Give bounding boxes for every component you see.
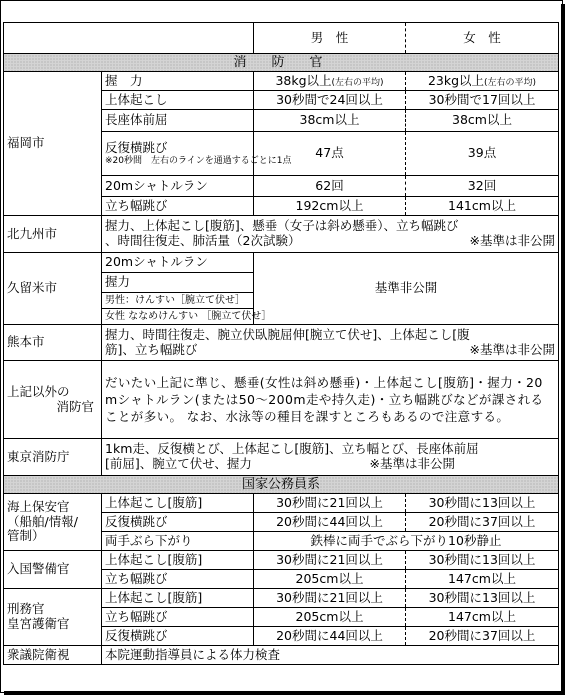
item-label: 上体起こし[腹筋]	[102, 589, 254, 608]
item-label: 反復横跳び	[102, 513, 254, 532]
section-fire-title: 消 防 官	[4, 54, 559, 72]
male-value: 20秒間に44回以上	[254, 627, 406, 646]
item-label: 上体起こし	[102, 91, 254, 110]
note-label: ※基準は非公開	[369, 456, 455, 471]
header-row	[4, 23, 559, 54]
note-label: ※基準は非公開	[469, 233, 555, 248]
label-immigration: 入国警備官	[4, 551, 102, 589]
female-value: 20秒間に37回以上	[406, 627, 559, 646]
female-value: 147cm以上	[406, 608, 559, 627]
item-label: 反復横跳び	[102, 627, 254, 646]
section-fire	[4, 54, 559, 72]
item-label: 両手ぶら下がり	[102, 532, 254, 551]
tokyo-text: 1km走、反復横とび、上体起こし[腹筋]、立ち幅とび、長座体前屈 [前屈]、腕立て伏せ、握力 ※基準は非公開	[102, 439, 559, 476]
table-row	[4, 253, 559, 273]
female-value: 32回	[406, 176, 559, 197]
item-label: 上体起こし[腹筋]	[102, 494, 254, 513]
table-row	[4, 72, 559, 91]
male-value: 205cm以上	[254, 608, 406, 627]
both-value: 鉄棒に両手でぶら下がり10秒静止	[254, 532, 559, 551]
male-value: 192cm以上	[254, 197, 406, 216]
male-value: 30秒間に21回以上	[254, 494, 406, 513]
header-blank	[4, 23, 254, 54]
label-house-guard: 衆議院衛視	[4, 646, 102, 665]
male-value: 47点	[254, 132, 406, 176]
item-label: 立ち幅跳び	[102, 570, 254, 589]
item-label: 上体起こし[腹筋]	[102, 551, 254, 570]
female-value: 38cm以上	[406, 110, 559, 132]
label-coastguard: 海上保安官 （船舶/情報/ 管制）	[4, 494, 102, 551]
header-male: 男 性	[254, 23, 406, 54]
item-label: 男性：けんすい［腕立て伏せ］	[102, 293, 254, 309]
male-value: 30秒間に21回以上	[254, 589, 406, 608]
header-female: 女 性	[406, 23, 559, 54]
female-value: 30秒間で17回以上	[406, 91, 559, 110]
table-row	[4, 551, 559, 570]
item-label: 長座体前屈	[102, 110, 254, 132]
table-row	[4, 325, 559, 361]
kurume-result: 基準非公開	[254, 253, 559, 325]
item-label: 反復横跳び ※20秒間 左右のラインを通過するごとに1点	[102, 132, 254, 176]
female-value: 141cm以上	[406, 197, 559, 216]
other-fire-text: だいたい上記に準じ、懸垂(女性は斜め懸垂)・上体起こし[腹筋]・握力・20mシャトルラン(または50～200m走や持久走)・立ち幅跳びなどが課されることが多い。 なお、水泳等の種目を課すところもあるので注意する。	[102, 361, 559, 439]
female-value: 147cm以上	[406, 570, 559, 589]
male-value: 205cm以上	[254, 570, 406, 589]
house-guard-text: 本院運動指導員による体力検査	[102, 646, 559, 665]
city-kumamoto: 熊本市	[4, 325, 102, 361]
city-fukuoka: 福岡市	[4, 72, 102, 216]
male-value: 20秒間に44回以上	[254, 513, 406, 532]
male-value: 38kg以上(左右の平均)	[254, 72, 406, 91]
female-value: 30秒間に13回以上	[406, 551, 559, 570]
female-value: 20秒間に37回以上	[406, 513, 559, 532]
kitakyushu-text: 握力、上体起こし[腹筋]、懸垂（女子は斜め懸垂）、立ち幅跳び 、時間往復走、肺活量（2次試験） ※基準は非公開	[102, 216, 559, 253]
label-other-fire: 上記以外の 消防官	[4, 361, 102, 439]
item-label: 立ち幅跳び	[102, 197, 254, 216]
male-value: 30秒間で24回以上	[254, 91, 406, 110]
table-row	[4, 216, 559, 253]
item-label: 立ち幅跳び	[102, 608, 254, 627]
city-kitakyushu: 北九州市	[4, 216, 102, 253]
item-note: ※20秒間 左右のラインを通過するごとに1点	[105, 155, 292, 166]
label-prison: 刑務官 皇宮護衛官	[4, 589, 102, 646]
item-label: 女性 ななめけんすい ［腕立て伏せ］	[102, 309, 254, 325]
frame-shadow-right	[561, 4, 565, 695]
section-national	[4, 476, 559, 494]
female-value: 39点	[406, 132, 559, 176]
female-value: 30秒間に13回以上	[406, 589, 559, 608]
male-value: 38cm以上	[254, 110, 406, 132]
table-row	[4, 589, 559, 608]
table-row	[4, 494, 559, 513]
female-value: 30秒間に13回以上	[406, 494, 559, 513]
item-label: 握力	[102, 273, 254, 293]
item-label: 20mシャトルラン	[102, 253, 254, 273]
item-label: 握 力	[102, 72, 254, 91]
table-row	[4, 646, 559, 665]
table-row	[4, 361, 559, 439]
fitness-standards-table	[3, 22, 559, 665]
note-label: ※基準は非公開	[469, 341, 555, 357]
table-row	[4, 439, 559, 476]
male-value: 30秒間に21回以上	[254, 551, 406, 570]
section-national-title: 国家公務員系	[4, 476, 559, 494]
kumamoto-text: 握力、時間往復走、腕立伏臥腕屈伸[腕立て伏せ]、上体起こし[腹 筋]、立ち幅跳び ※基準は非公開	[102, 325, 559, 361]
city-tokyo: 東京消防庁	[4, 439, 102, 476]
female-value: 23kg以上(左右の平均)	[406, 72, 559, 91]
frame-shadow-bottom	[4, 691, 565, 695]
male-value: 62回	[254, 176, 406, 197]
city-kurume: 久留米市	[4, 253, 102, 325]
item-label: 20mシャトルラン	[102, 176, 254, 197]
